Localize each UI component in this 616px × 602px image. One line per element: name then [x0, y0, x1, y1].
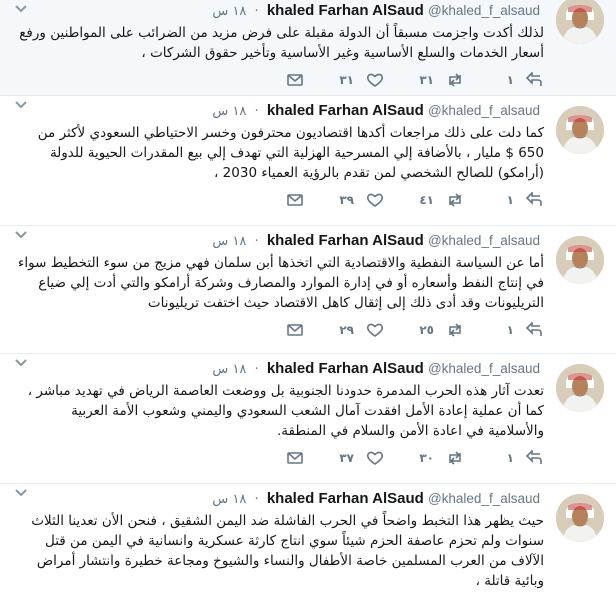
user-fullname[interactable]: khaled Farhan AlSaud [266, 102, 424, 119]
tweet-actions [12, 448, 544, 468]
direct-message-icon [286, 322, 304, 338]
avatar[interactable] [556, 494, 604, 542]
retweet-icon [446, 450, 464, 466]
separator-dot: · [254, 4, 259, 19]
separator-dot: · [254, 104, 259, 119]
tweet-text: لذلك أكدت واجزمت مسبقاً أن الدولة مقبلة على فرض مزيد من الضرائب على المواطنين ورفع أسعار الخدمات والسلع الأساسية وغير الأساسية وتأخير حقوق الشركات ، [19, 25, 544, 61]
direct-message-icon [286, 450, 304, 466]
tweet-header [12, 360, 544, 379]
chevron-down-icon[interactable] [14, 4, 28, 14]
tweet-header [12, 2, 544, 21]
direct-message-button[interactable] [224, 192, 304, 208]
separator-dot: · [254, 492, 259, 507]
separator-dot: · [254, 362, 259, 377]
tweet-timestamp[interactable]: ١٨ س [212, 234, 247, 249]
tweet-header [12, 232, 544, 251]
retweet-icon [446, 322, 464, 338]
reply-button[interactable] [464, 192, 544, 208]
direct-message-icon [286, 72, 304, 88]
user-handle[interactable]: @khaled_f_alsaud [427, 103, 540, 118]
avatar[interactable] [556, 364, 604, 412]
retweet-count: ٢٥ [419, 323, 434, 337]
user-fullname[interactable]: khaled Farhan AlSaud [266, 360, 424, 377]
direct-message-icon [286, 192, 304, 208]
reply-button[interactable] [464, 450, 544, 466]
reply-count: ١ [506, 451, 514, 465]
reply-count: ١ [506, 73, 514, 87]
user-handle[interactable]: @khaled_f_alsaud [427, 361, 540, 376]
like-icon [366, 322, 384, 338]
avatar-photo [556, 364, 604, 412]
reply-icon [526, 72, 544, 88]
user-fullname[interactable]: khaled Farhan AlSaud [266, 490, 424, 507]
avatar[interactable] [556, 106, 604, 154]
direct-message-button[interactable] [224, 72, 304, 88]
like-icon [366, 192, 384, 208]
retweet-count: ٣١ [419, 73, 434, 87]
tweet-header [12, 102, 544, 121]
reply-icon [526, 322, 544, 338]
like-count: ٣١ [339, 73, 354, 87]
tweet-timestamp[interactable]: ١٨ س [212, 4, 247, 19]
avatar-photo [556, 494, 604, 542]
like-count: ٢٩ [339, 323, 354, 337]
tweet[interactable] [0, 484, 616, 602]
tweet[interactable] [0, 226, 616, 354]
reply-icon [526, 450, 544, 466]
like-icon [366, 72, 384, 88]
reply-count: ١ [506, 193, 514, 207]
direct-message-button[interactable] [224, 450, 304, 466]
tweet-timestamp[interactable]: ١٨ س [212, 362, 247, 377]
tweet[interactable] [0, 354, 616, 484]
avatar-photo [556, 0, 604, 44]
user-fullname[interactable]: khaled Farhan AlSaud [266, 2, 424, 19]
tweet-timestamp[interactable]: ١٨ س [212, 492, 247, 507]
retweet-button[interactable] [384, 450, 464, 466]
reply-icon [526, 192, 544, 208]
user-handle[interactable]: @khaled_f_alsaud [427, 3, 540, 18]
chevron-down-icon[interactable] [14, 358, 28, 368]
retweet-icon [446, 192, 464, 208]
reply-button[interactable] [464, 322, 544, 338]
tweet-text: أما عن السياسة النفطية والاقتصادية التي اتخذها أبن سلمان فهي مزيج من سوء التخطيط سواء في إنتاج النفط وأسعاره أو في إدارة الموارد والمصارف وشركة أرامكو والتي أدت إلي ضياع التريليونات وقد أدى ذلك إلى إثقال كاهل الاقتصاد حيث اختفت تريليونات [18, 255, 544, 311]
avatar[interactable] [556, 236, 604, 284]
tweet-actions [12, 320, 544, 340]
user-handle[interactable]: @khaled_f_alsaud [427, 491, 540, 506]
avatar-photo [556, 236, 604, 284]
retweet-count: ٣٠ [419, 451, 434, 465]
tweet-text: تعدت آثار هذه الحرب المدمرة حدودنا الجنوبية بل ووضعت العاصمة الرياض في تهديد مباشر ، كما أن عملية إعادة الأمل افقدت آمال الشعب السعودي واليمني وشعوب الأمة العربية والأسلامية في اعادة الأمن والسلام في المنطقة. [27, 383, 544, 439]
retweet-button[interactable] [384, 72, 464, 88]
retweet-button[interactable] [384, 192, 464, 208]
tweet-timestamp[interactable]: ١٨ س [212, 104, 247, 119]
tweet-header [12, 490, 544, 509]
chevron-down-icon[interactable] [14, 488, 28, 498]
user-handle[interactable]: @khaled_f_alsaud [427, 233, 540, 248]
reply-button[interactable] [464, 72, 544, 88]
like-button[interactable] [304, 72, 384, 88]
like-count: ٣٩ [339, 193, 354, 207]
chevron-down-icon[interactable] [14, 230, 28, 240]
like-count: ٣٧ [339, 451, 354, 465]
tweet[interactable] [0, 96, 616, 226]
direct-message-button[interactable] [224, 322, 304, 338]
retweet-icon [446, 72, 464, 88]
user-fullname[interactable]: khaled Farhan AlSaud [266, 232, 424, 249]
tweet[interactable] [0, 0, 616, 96]
tweet-actions [12, 70, 544, 90]
reply-count: ١ [506, 323, 514, 337]
tweet-text: حيث يظهر هذا التخبط واضحاً في الحرب الفاشلة ضد اليمن الشقيق ، فنحن الأن تعدينا الثلاث سنوات ولم تحزم عاصفة الحزم شيئاً سوي انتاج كارثة عسكرية وانسانية في اليمن من قتل الآلاف من العرب المسلمين خاصة الأطفال والنساء والشيوخ ومجاعة خطيرة وانتشار أمراض وبائية قاتلة ، [31, 513, 544, 589]
retweet-button[interactable] [384, 322, 464, 338]
like-button[interactable] [304, 450, 384, 466]
like-button[interactable] [304, 192, 384, 208]
chevron-down-icon[interactable] [14, 100, 28, 110]
like-icon [366, 450, 384, 466]
tweet-actions [12, 190, 544, 210]
retweet-count: ٤١ [419, 193, 434, 207]
separator-dot: · [254, 234, 259, 249]
avatar-photo [556, 106, 604, 154]
avatar[interactable] [556, 0, 604, 44]
like-button[interactable] [304, 322, 384, 338]
tweet-text: كما دلت على ذلك مراجعات أكدها اقتصاديون محترفون وخسر الاحتياطي السعودي لأكثر من 650 $ مليار ، بالأضافة إلي المسرحية الهزلية التي تهدف إلي بيع المقدرات الحيوية للدولة (أرامكو) للصالح الشخصي لمن تقدم بالرؤية العمياء 2030 ، [37, 125, 544, 181]
